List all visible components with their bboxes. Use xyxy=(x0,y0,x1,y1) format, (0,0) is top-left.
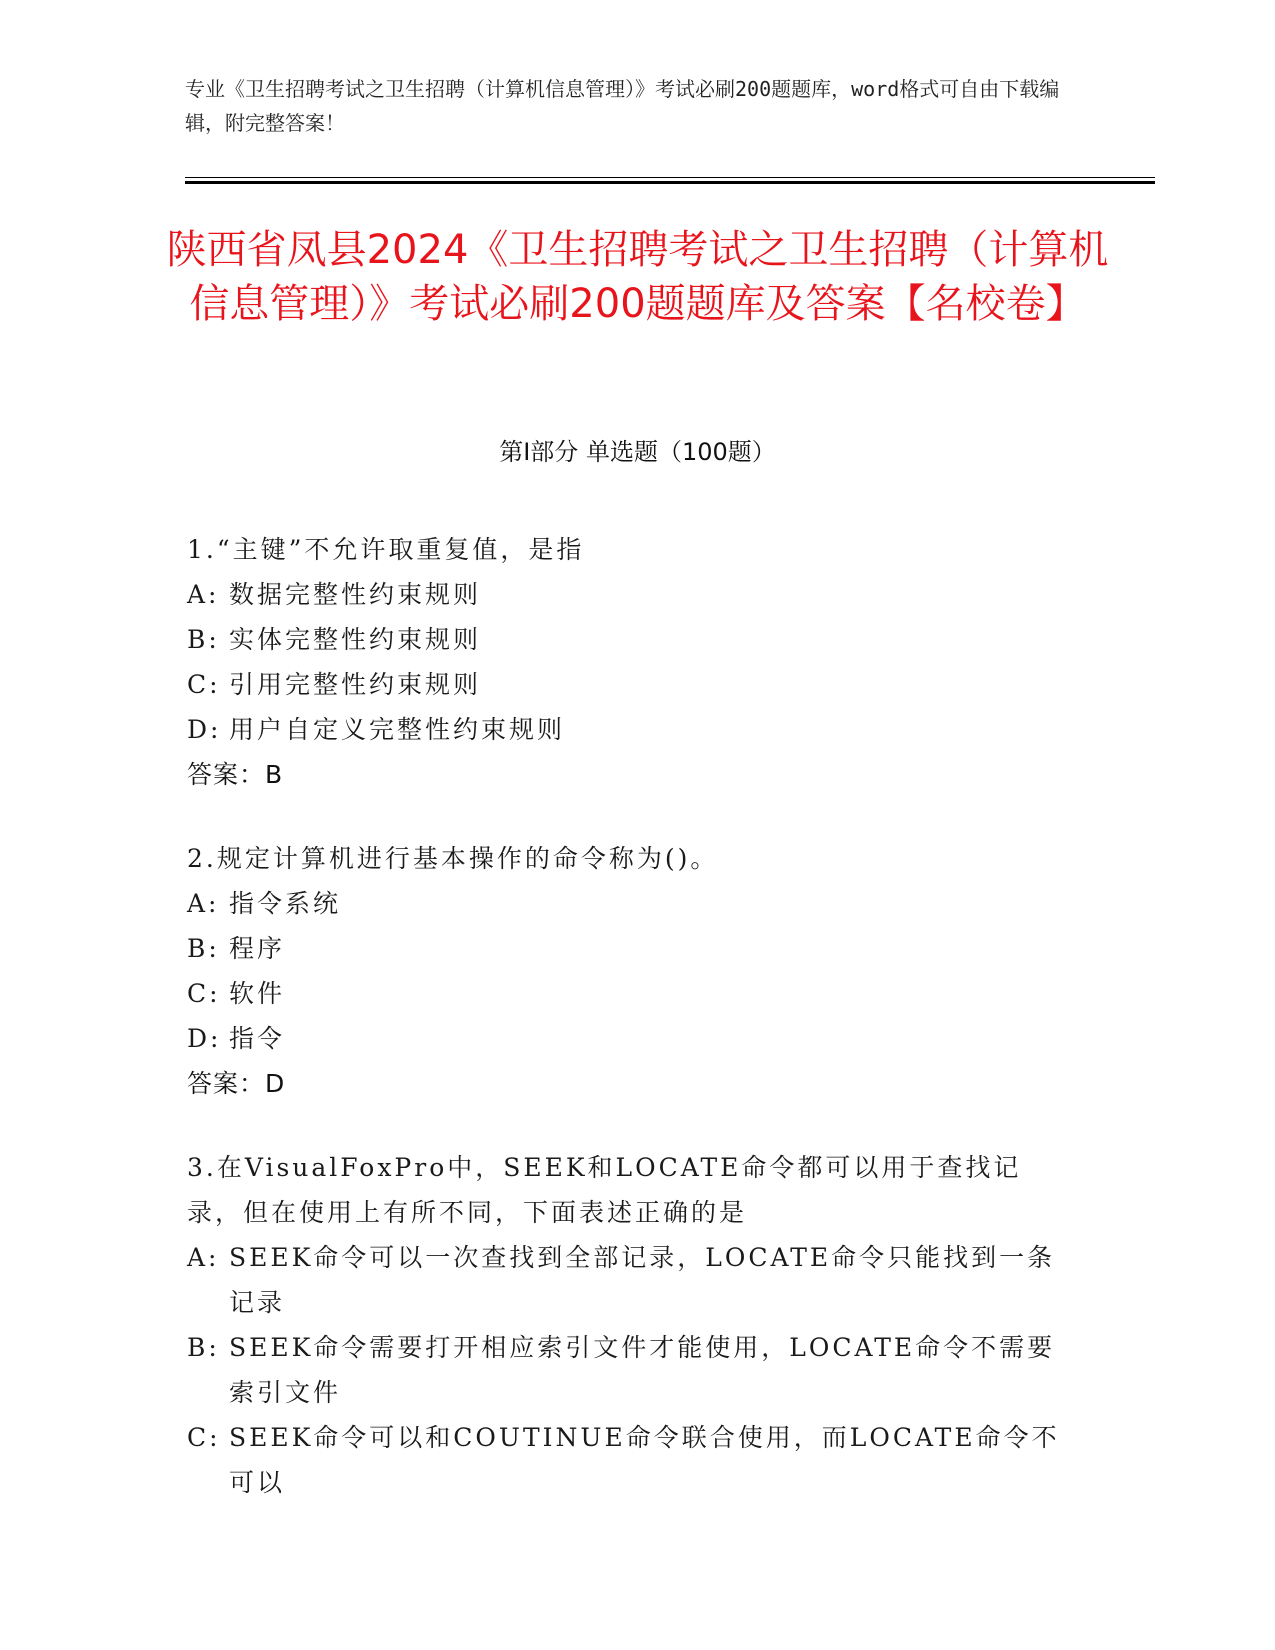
option-text: 软件 xyxy=(229,979,286,1008)
option-d xyxy=(187,707,1067,752)
option-letter: A: xyxy=(187,580,220,609)
question-stem: 3.在VisualFoxPro中，SEEK和LOCATE命令都可以用于查找记录，但在使用上有所不同，下面表述正确的是 xyxy=(187,1153,1022,1227)
option-text: 指令 xyxy=(229,1024,286,1053)
option-a xyxy=(187,1235,1067,1325)
option-text: SEEK命令需要打开相应索引文件才能使用，LOCATE命令不需要索引文件 xyxy=(229,1333,1056,1407)
option-text: 指令系统 xyxy=(229,889,342,918)
header-divider-thin xyxy=(185,177,1155,178)
question-answer: 答案：D xyxy=(187,1069,286,1098)
option-letter: C: xyxy=(187,979,221,1008)
option-text: SEEK命令可以和COUTINUE命令联合使用，而LOCATE命令不可以 xyxy=(229,1423,1060,1497)
question-stem: 1.“主键”不允许取重复值，是指 xyxy=(187,535,585,564)
option-letter: A: xyxy=(187,889,220,918)
option-b xyxy=(187,1325,1067,1415)
option-letter: D: xyxy=(187,1024,222,1053)
header-divider-thick xyxy=(185,181,1155,184)
question-3 xyxy=(187,1145,1067,1505)
option-text: 程序 xyxy=(229,934,286,963)
question-list xyxy=(187,527,1067,1544)
option-letter: C: xyxy=(187,670,221,699)
section-heading: 第Ⅰ部分 单选题（100题） xyxy=(499,438,776,466)
option-b xyxy=(187,617,1067,662)
option-c xyxy=(187,662,1067,707)
question-answer: 答案：B xyxy=(187,760,284,789)
question-1 xyxy=(187,527,1067,797)
option-text: 用户自定义完整性约束规则 xyxy=(229,715,566,744)
question-stem: 2.规定计算机进行基本操作的命令称为()。 xyxy=(187,844,719,873)
option-letter: C: xyxy=(187,1423,221,1452)
option-text: SEEK命令可以一次查找到全部记录，LOCATE命令只能找到一条记录 xyxy=(229,1243,1056,1317)
option-text: 数据完整性约束规则 xyxy=(229,580,482,609)
option-letter: B: xyxy=(187,1333,220,1362)
option-c xyxy=(187,1415,1067,1505)
option-letter: A: xyxy=(187,1243,220,1272)
option-letter: B: xyxy=(187,934,220,963)
option-a xyxy=(187,572,1067,617)
question-2 xyxy=(187,836,1067,1106)
option-letter: B: xyxy=(187,625,220,654)
option-a xyxy=(187,881,1067,926)
option-letter: D: xyxy=(187,715,222,744)
option-d xyxy=(187,1016,1067,1061)
option-b xyxy=(187,926,1067,971)
option-text: 实体完整性约束规则 xyxy=(229,625,482,654)
header-note: 专业《卫生招聘考试之卫生招聘（计算机信息管理）》考试必刷200题题库，word格式可自由下载编辑，附完整答案！ xyxy=(185,77,1060,135)
document-title: 陕西省凤县2024《卫生招聘考试之卫生招聘（计算机信息管理）》考试必刷200题题库及答案【名校卷】 xyxy=(166,227,1109,327)
option-text: 引用完整性约束规则 xyxy=(229,670,482,699)
option-c xyxy=(187,971,1067,1016)
